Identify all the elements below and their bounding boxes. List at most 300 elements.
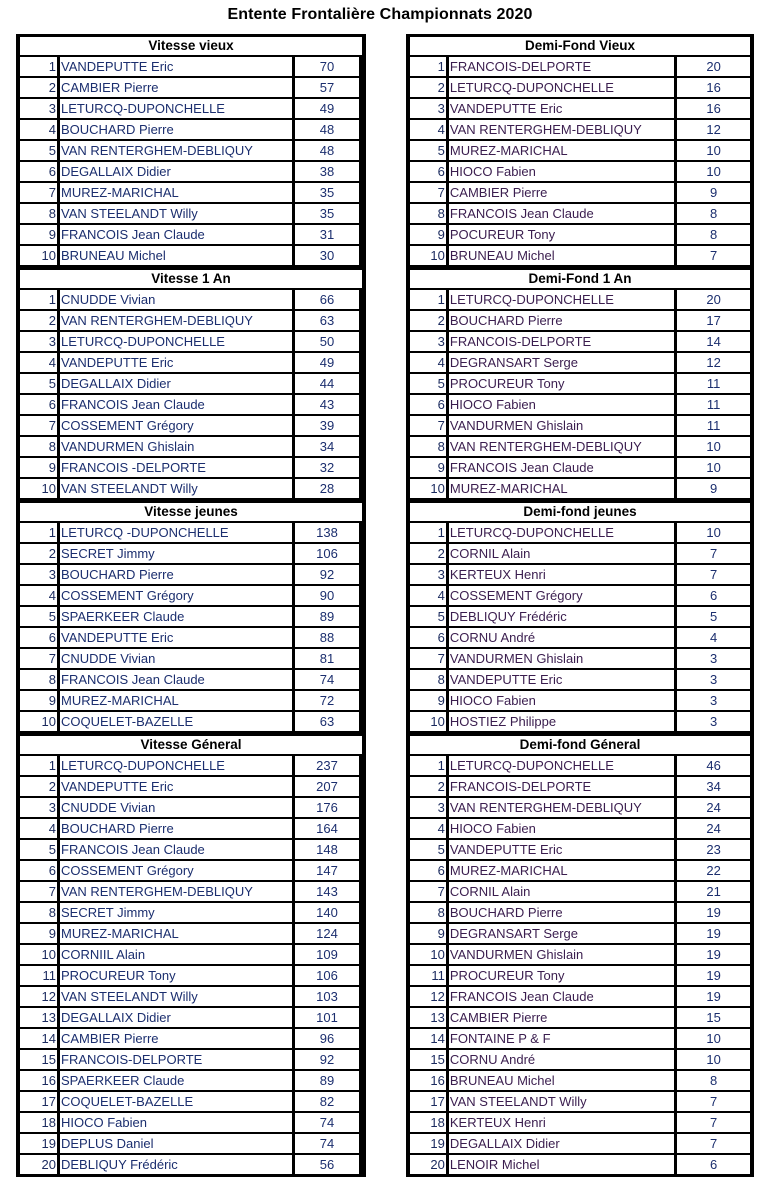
table-row [409,458,751,477]
points-cell: 12 [677,120,750,139]
rank-cell: 6 [20,162,57,181]
rank-cell: 8 [410,670,446,689]
points-cell: 11 [677,374,750,393]
table-row [409,78,751,97]
table-row [19,819,363,838]
rank-cell: 10 [20,712,57,731]
table-title: Demi-fond Géneral [410,736,750,754]
points-cell: 148 [295,840,359,859]
table-row [409,1155,751,1174]
points-cell: 10 [677,1050,750,1069]
points-cell: 63 [295,311,359,330]
name-cell: LETURCQ-DUPONCHELLE [449,78,674,97]
rank-cell: 9 [410,458,446,477]
name-cell: COSSEMENT Grégory [449,586,674,605]
table-row [409,183,751,202]
rank-cell: 10 [410,246,446,265]
points-cell: 24 [677,819,750,838]
name-cell: VANDURMEN Ghislain [449,649,674,668]
name-cell: VANDEPUTTE Eric [60,57,292,76]
table-title: Vitesse vieux [20,37,362,55]
table-row [19,141,363,160]
points-cell: 4 [677,628,750,647]
name-cell: BOUCHARD Pierre [449,311,674,330]
points-cell: 90 [295,586,359,605]
table-row [19,945,363,964]
table-row [409,840,751,859]
rank-cell: 12 [20,987,57,1006]
name-cell: PROCUREUR Tony [449,966,674,985]
rank-cell: 9 [20,691,57,710]
name-cell: MUREZ-MARICHAL [60,924,292,943]
name-cell: BRUNEAU Michel [60,246,292,265]
table-row [409,290,751,309]
table-row [19,987,363,1006]
points-cell: 34 [295,437,359,456]
points-cell: 39 [295,416,359,435]
rank-cell: 7 [410,183,446,202]
rank-cell: 4 [410,120,446,139]
table-row [19,332,363,351]
name-cell: FRANCOIS Jean Claude [60,225,292,244]
name-cell: LETURCQ-DUPONCHELLE [449,523,674,542]
name-cell: VANDURMEN Ghislain [449,945,674,964]
name-cell: CAMBIER Pierre [449,183,674,202]
table-row [409,99,751,118]
points-cell: 109 [295,945,359,964]
ranking-table [409,503,751,731]
points-cell: 16 [677,99,750,118]
rank-cell: 19 [410,1134,446,1153]
table-row [19,1134,363,1153]
name-cell: CNUDDE Vivian [60,798,292,817]
points-cell: 96 [295,1029,359,1048]
table-row [409,819,751,838]
points-cell: 10 [677,437,750,456]
table-row [19,290,363,309]
name-cell: MUREZ-MARICHAL [60,691,292,710]
rank-cell: 6 [20,861,57,880]
table-title: Demi-Fond 1 An [410,270,750,288]
table-row [19,311,363,330]
name-cell: VANDEPUTTE Eric [60,777,292,796]
name-cell: FRANCOIS-DELPORTE [449,332,674,351]
demi-fond-column [406,34,754,1177]
name-cell: VAN RENTERGHEM-DEBLIQUY [60,882,292,901]
rank-cell: 5 [410,840,446,859]
table-row [409,141,751,160]
points-cell: 7 [677,544,750,563]
table-row [409,924,751,943]
points-cell: 10 [677,523,750,542]
name-cell: CORNU André [449,1050,674,1069]
table-row [19,416,363,435]
name-cell: FRANCOIS-DELPORTE [449,777,674,796]
points-cell: 89 [295,607,359,626]
points-cell: 17 [677,311,750,330]
rank-cell: 3 [20,565,57,584]
rank-cell: 4 [410,819,446,838]
points-cell: 8 [677,225,750,244]
rank-cell: 6 [410,861,446,880]
points-cell: 34 [677,777,750,796]
rank-cell: 14 [410,1029,446,1048]
points-cell: 72 [295,691,359,710]
table-row [19,1113,363,1132]
table-title: Vitesse Géneral [20,736,362,754]
points-cell: 30 [295,246,359,265]
rank-cell: 9 [410,924,446,943]
points-cell: 66 [295,290,359,309]
name-cell: COSSEMENT Grégory [60,416,292,435]
name-cell: BRUNEAU Michel [449,1071,674,1090]
name-cell: CAMBIER Pierre [60,1029,292,1048]
table-row [19,670,363,689]
name-cell: FRANCOIS-DELPORTE [60,1050,292,1069]
rank-cell: 6 [410,395,446,414]
rank-cell: 20 [20,1155,57,1174]
rank-cell: 4 [410,586,446,605]
table-title: Demi-Fond Vieux [410,37,750,55]
name-cell: CORNIIL Alain [60,945,292,964]
table-title: Demi-fond jeunes [410,503,750,521]
table-row [409,882,751,901]
points-cell: 3 [677,649,750,668]
rank-cell: 1 [410,756,446,775]
points-cell: 32 [295,458,359,477]
name-cell: DEGALLAIX Didier [60,374,292,393]
table-row [409,628,751,647]
points-cell: 50 [295,332,359,351]
name-cell: CORNU André [449,628,674,647]
name-cell: FRANCOIS Jean Claude [449,204,674,223]
rank-cell: 3 [410,565,446,584]
table-row [409,649,751,668]
points-cell: 9 [677,183,750,202]
name-cell: VAN RENTERGHEM-DEBLIQUY [449,437,674,456]
name-cell: BRUNEAU Michel [449,246,674,265]
name-cell: VAN STEELANDT Willy [60,204,292,223]
table-row [409,798,751,817]
points-cell: 7 [677,1113,750,1132]
name-cell: HOSTIEZ Philippe [449,712,674,731]
points-cell: 19 [677,903,750,922]
rank-cell: 5 [410,374,446,393]
table-row [19,840,363,859]
table-row [409,966,751,985]
rank-cell: 6 [20,628,57,647]
points-cell: 57 [295,78,359,97]
name-cell: VAN STEELANDT Willy [60,987,292,1006]
points-cell: 3 [677,691,750,710]
name-cell: FRANCOIS Jean Claude [60,840,292,859]
name-cell: VANDEPUTTE Eric [449,840,674,859]
rank-cell: 5 [410,607,446,626]
table-row [19,628,363,647]
points-cell: 20 [677,290,750,309]
rank-cell: 8 [410,903,446,922]
table-row [19,1008,363,1027]
name-cell: CORNIL Alain [449,544,674,563]
points-cell: 89 [295,1071,359,1090]
name-cell: FRANCOIS -DELPORTE [60,458,292,477]
table-row [19,57,363,76]
points-cell: 35 [295,183,359,202]
points-cell: 88 [295,628,359,647]
rank-cell: 2 [20,311,57,330]
table-title: Vitesse jeunes [20,503,362,521]
table-row [409,756,751,775]
table-row [19,756,363,775]
rank-cell: 5 [410,141,446,160]
name-cell: LETURCQ-DUPONCHELLE [60,332,292,351]
rank-cell: 4 [20,586,57,605]
points-cell: 19 [677,987,750,1006]
rank-cell: 9 [410,691,446,710]
table-row [409,225,751,244]
table-row [409,332,751,351]
name-cell: PROCUREUR Tony [60,966,292,985]
rank-cell: 8 [410,437,446,456]
rank-cell: 11 [20,966,57,985]
name-cell: MUREZ-MARICHAL [449,479,674,498]
name-cell: MUREZ-MARICHAL [60,183,292,202]
table-row [19,78,363,97]
table-row [409,1050,751,1069]
table-row [19,479,363,498]
points-cell: 31 [295,225,359,244]
points-cell: 35 [295,204,359,223]
rank-cell: 2 [410,544,446,563]
points-cell: 3 [677,670,750,689]
name-cell: HIOCO Fabien [60,1113,292,1132]
rank-cell: 18 [20,1113,57,1132]
name-cell: VAN STEELANDT Willy [449,1092,674,1111]
name-cell: LETURCQ-DUPONCHELLE [449,290,674,309]
name-cell: BOUCHARD Pierre [449,903,674,922]
points-cell: 38 [295,162,359,181]
rank-cell: 18 [410,1113,446,1132]
rank-cell: 9 [20,924,57,943]
name-cell: VAN RENTERGHEM-DEBLIQUY [449,120,674,139]
points-cell: 15 [677,1008,750,1027]
rank-cell: 7 [410,882,446,901]
points-cell: 49 [295,99,359,118]
name-cell: DEGALLAIX Didier [60,1008,292,1027]
points-cell: 9 [677,479,750,498]
table-row [19,861,363,880]
rank-cell: 16 [20,1071,57,1090]
name-cell: BOUCHARD Pierre [60,819,292,838]
rank-cell: 3 [410,798,446,817]
name-cell: HIOCO Fabien [449,162,674,181]
name-cell: FRANCOIS Jean Claude [449,987,674,1006]
rank-cell: 6 [410,628,446,647]
ranking-table [19,503,363,731]
points-cell: 92 [295,1050,359,1069]
table-row [19,162,363,181]
name-cell: VAN RENTERGHEM-DEBLIQUY [449,798,674,817]
table-row [19,607,363,626]
rank-cell: 1 [20,290,57,309]
table-row [409,691,751,710]
name-cell: SPAERKEER Claude [60,1071,292,1090]
vitesse-column [16,34,366,1177]
table-row [409,945,751,964]
table-row [409,523,751,542]
name-cell: HIOCO Fabien [449,819,674,838]
name-cell: VANDURMEN Ghislain [449,416,674,435]
rank-cell: 20 [410,1155,446,1174]
rank-cell: 13 [20,1008,57,1027]
points-cell: 82 [295,1092,359,1111]
name-cell: BOUCHARD Pierre [60,120,292,139]
points-cell: 138 [295,523,359,542]
table-row [19,691,363,710]
table-row [409,712,751,731]
points-cell: 14 [677,332,750,351]
rank-cell: 7 [20,882,57,901]
points-cell: 101 [295,1008,359,1027]
rank-cell: 8 [20,437,57,456]
points-cell: 70 [295,57,359,76]
points-cell: 49 [295,353,359,372]
table-row [409,565,751,584]
table-row [409,479,751,498]
table-title: Vitesse 1 An [20,270,362,288]
table-row [409,903,751,922]
ranking-table [19,270,363,498]
points-cell: 207 [295,777,359,796]
name-cell: LETURCQ-DUPONCHELLE [449,756,674,775]
points-cell: 11 [677,416,750,435]
name-cell: LETURCQ -DUPONCHELLE [60,523,292,542]
points-cell: 16 [677,78,750,97]
points-cell: 140 [295,903,359,922]
name-cell: FONTAINE P & F [449,1029,674,1048]
name-cell: CNUDDE Vivian [60,290,292,309]
rank-cell: 15 [20,1050,57,1069]
table-row [409,987,751,1006]
name-cell: BOUCHARD Pierre [60,565,292,584]
points-cell: 7 [677,565,750,584]
table-row [19,798,363,817]
name-cell: LENOIR Michel [449,1155,674,1174]
points-cell: 5 [677,607,750,626]
points-cell: 237 [295,756,359,775]
points-cell: 20 [677,57,750,76]
points-cell: 10 [677,1029,750,1048]
rank-cell: 3 [20,99,57,118]
points-cell: 8 [677,1071,750,1090]
table-row [409,437,751,456]
name-cell: CAMBIER Pierre [449,1008,674,1027]
name-cell: DEBLIQUY Frédéric [449,607,674,626]
rank-cell: 9 [410,225,446,244]
points-cell: 48 [295,141,359,160]
rank-cell: 4 [20,120,57,139]
table-row [409,1113,751,1132]
points-cell: 103 [295,987,359,1006]
points-cell: 3 [677,712,750,731]
page-title: Entente Frontalière Championnats 2020 [227,6,533,23]
rank-cell: 2 [20,544,57,563]
rank-cell: 4 [20,819,57,838]
table-row [409,1071,751,1090]
ranking-table [409,270,751,498]
points-cell: 8 [677,204,750,223]
rank-cell: 7 [20,183,57,202]
name-cell: CNUDDE Vivian [60,649,292,668]
name-cell: VANDEPUTTE Eric [60,353,292,372]
rank-cell: 1 [20,57,57,76]
rank-cell: 10 [410,479,446,498]
table-row [409,57,751,76]
rank-cell: 4 [20,353,57,372]
name-cell: SECRET Jimmy [60,903,292,922]
points-cell: 147 [295,861,359,880]
points-cell: 7 [677,246,750,265]
rank-cell: 16 [410,1071,446,1090]
rank-cell: 7 [20,649,57,668]
name-cell: FRANCOIS-DELPORTE [449,57,674,76]
table-row [19,924,363,943]
rank-cell: 3 [20,798,57,817]
table-row [409,544,751,563]
rank-cell: 15 [410,1050,446,1069]
table-row [19,903,363,922]
name-cell: DEGRANSART Serge [449,924,674,943]
rank-cell: 10 [20,246,57,265]
rank-cell: 1 [410,523,446,542]
rank-cell: 2 [410,777,446,796]
table-row [409,670,751,689]
name-cell: FRANCOIS Jean Claude [60,395,292,414]
points-cell: 10 [677,141,750,160]
rank-cell: 6 [410,162,446,181]
table-row [19,353,363,372]
name-cell: MUREZ-MARICHAL [449,141,674,160]
rank-cell: 17 [410,1092,446,1111]
name-cell: CORNIL Alain [449,882,674,901]
table-row [409,861,751,880]
name-cell: POCUREUR Tony [449,225,674,244]
table-row [409,353,751,372]
points-cell: 24 [677,798,750,817]
points-cell: 143 [295,882,359,901]
points-cell: 44 [295,374,359,393]
points-cell: 7 [677,1092,750,1111]
points-cell: 19 [677,924,750,943]
table-row [19,586,363,605]
name-cell: VAN RENTERGHEM-DEBLIQUY [60,141,292,160]
name-cell: DEGALLAIX Didier [449,1134,674,1153]
points-cell: 19 [677,966,750,985]
points-cell: 46 [677,756,750,775]
points-cell: 81 [295,649,359,668]
points-cell: 164 [295,819,359,838]
name-cell: COQUELET-BAZELLE [60,1092,292,1111]
name-cell: VAN STEELANDT Willy [60,479,292,498]
rank-cell: 3 [410,99,446,118]
table-row [19,99,363,118]
rank-cell: 4 [410,353,446,372]
name-cell: DEGRANSART Serge [449,353,674,372]
rank-cell: 5 [20,141,57,160]
points-cell: 74 [295,1134,359,1153]
name-cell: VANDEPUTTE Eric [60,628,292,647]
table-row [409,374,751,393]
